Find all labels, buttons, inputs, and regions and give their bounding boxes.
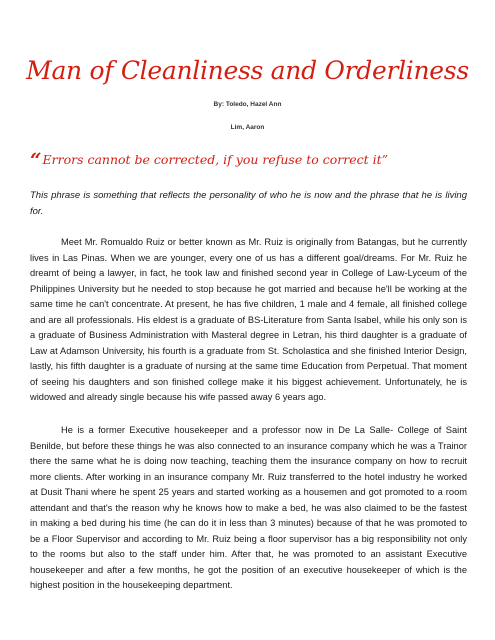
quote-mark: “ xyxy=(30,148,42,172)
opening-quote xyxy=(30,148,388,172)
byline-second-author: Lim, Aaron xyxy=(230,124,265,131)
body-paragraph: Meet Mr. Romualdo Ruiz or better known as Mr. Ruiz is originally from Batangas, but he currently lives in Las Pinas. When we are younger, every one of us has a different goal/dreams. For Mr. Ruiz he dreamt of being a lawyer, in fact, he took law and finished second year in College of Law-Lyceum of the Philippines University but he needed to stop because he got married and because he'll be working at the same time he can't concentrate. At present, he has five children, 1 male and 4 female, all finished college and are all professionals. His eldest is a graduate of BS-Literature from Santa Isabel, while his only son is a graduate of Business Administration with Masteral degree in Letran, his third daughter is a graduate of Law at Adamson University, his fourth is a graduate from St. Scholastica and she finished Interior Design, lastly, his fifth daughter is a graduate of nursing at the same time Education from Perpetual. That moment of seeing his daughters and son finished college make it his biggest achievement. Unfortunately, he is widowed and already single because his wife passed away 6 years ago. xyxy=(30,237,467,402)
byline-authors: By: Toledo, Hazel Ann xyxy=(213,101,282,108)
intro-paragraph: This phrase is something that reflects the personality of who he is now and the phrase that he is living for. xyxy=(30,190,467,217)
document-title: Man of Cleanliness and Orderliness xyxy=(26,56,469,85)
quote-text: Errors cannot be corrected, if you refuse to correct it” xyxy=(42,152,389,167)
body-paragraph: He is a former Executive housekeeper and a professor now in De La Salle- College of Saint Benilde, but before these things he was also connected to an insurance company which he was a Trainor there the same what he is doing now teaching, teaching them the insurance company on how to recruit more clients. After working in an insurance company Mr. Ruiz transferred to the hotel industry he worked at Dusit Thani where he spent 25 years and started working as a housemen and got promoted to a room attendant and that's the reason why he knows how to make a bed, he was also claimed to be the fastest in making a bed during his time (he can do it in less than 3 minutes) because of that he was promoted to be a Floor Supervisor and according to Mr. Ruiz being a floor supervisor has a big responsibility not only to the rooms but also to the staff under him. After that, he was promoted to an assistant Executive housekeeper and after a few months, he got the position of an executive housekeeper of which is the highest position in the housekeeping department. xyxy=(30,425,467,590)
